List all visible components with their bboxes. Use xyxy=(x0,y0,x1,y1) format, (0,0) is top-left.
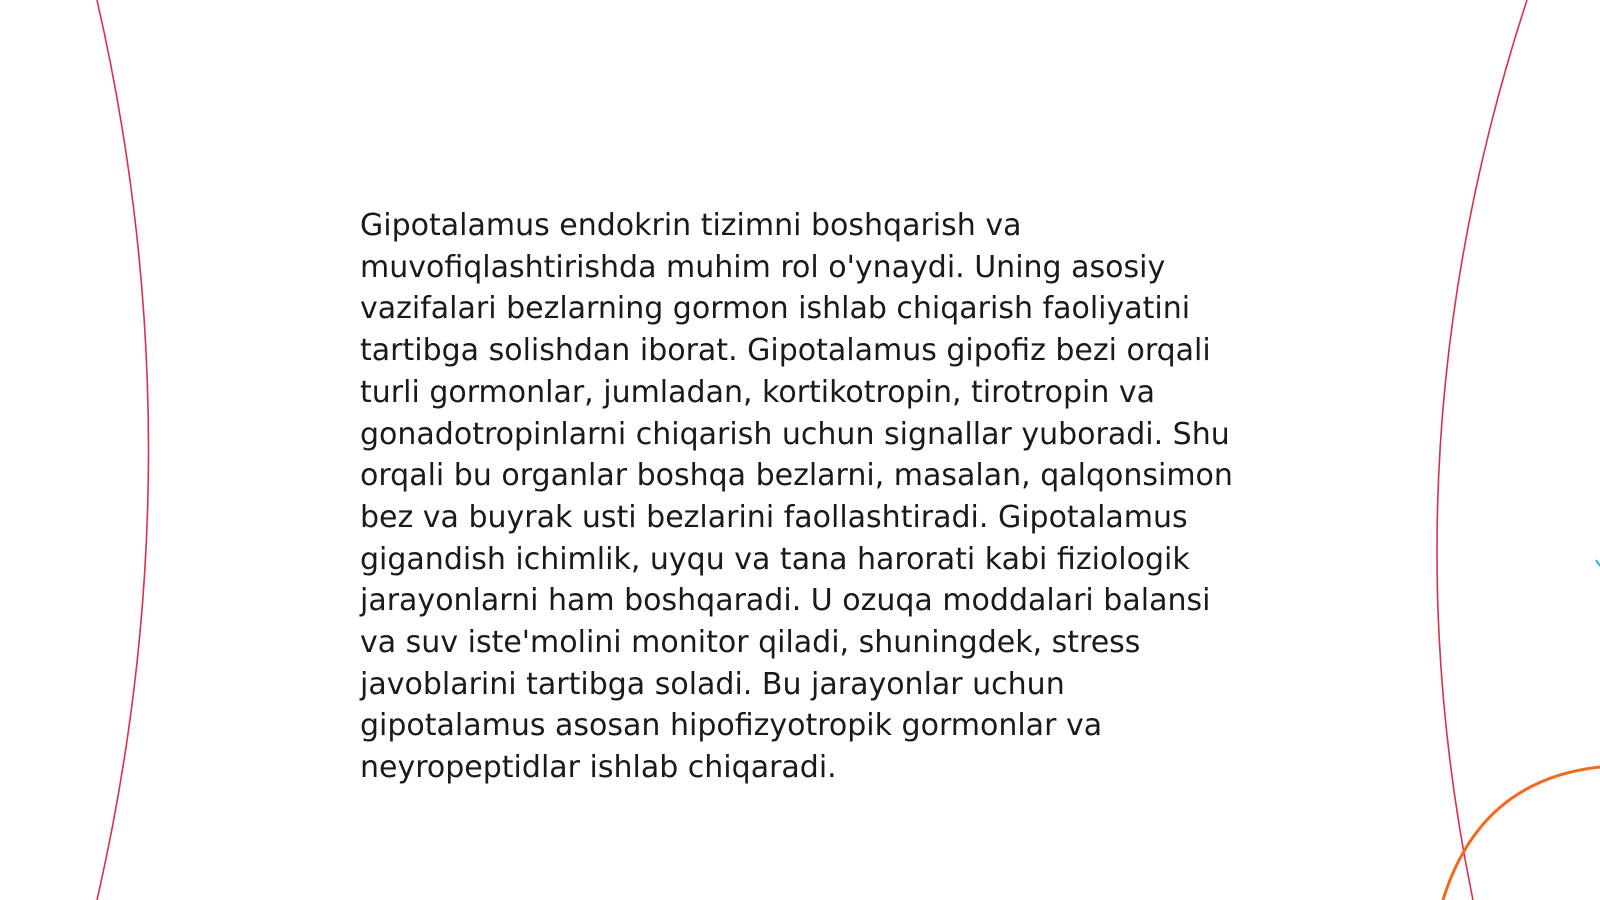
slide-body-text: Gipotalamus endokrin tizimni boshqarish va muvofiqlashtirishda muhim rol o'ynaydi. Uning asosiy vazifalari bezlarning gormon ishlab chiqarish faoliyatini tartibga solishdan iborat. Gipotalamus gipofiz bezi orqali turli gormonlar, jumladan, kortikotropin, tirotropin va gonadotropinlarni chiqarish uchun signallar yuboradi. Shu orqali bu organlar boshqa bezlarni, masalan, qalqonsimon bez va buyrak usti bezlarini faollashtiradi. Gipotalamus gigandish ichimlik, uyqu va tana harorati kabi fiziologik jarayonlarni ham boshqaradi. U ozuqa moddalari balansi va suv iste'molini monitor qiladi, shuningdek, stress javoblarini tartibga soladi. Bu jarayonlar uchun gipotalamus asosan hipofizyotropik gormonlar va neyropeptidlar ishlab chiqaradi. xyxy=(360,208,1233,786)
right-curve xyxy=(1437,0,1527,900)
teal-accent xyxy=(1596,560,1600,566)
orange-arc xyxy=(1443,767,1600,900)
left-curve xyxy=(97,0,149,900)
